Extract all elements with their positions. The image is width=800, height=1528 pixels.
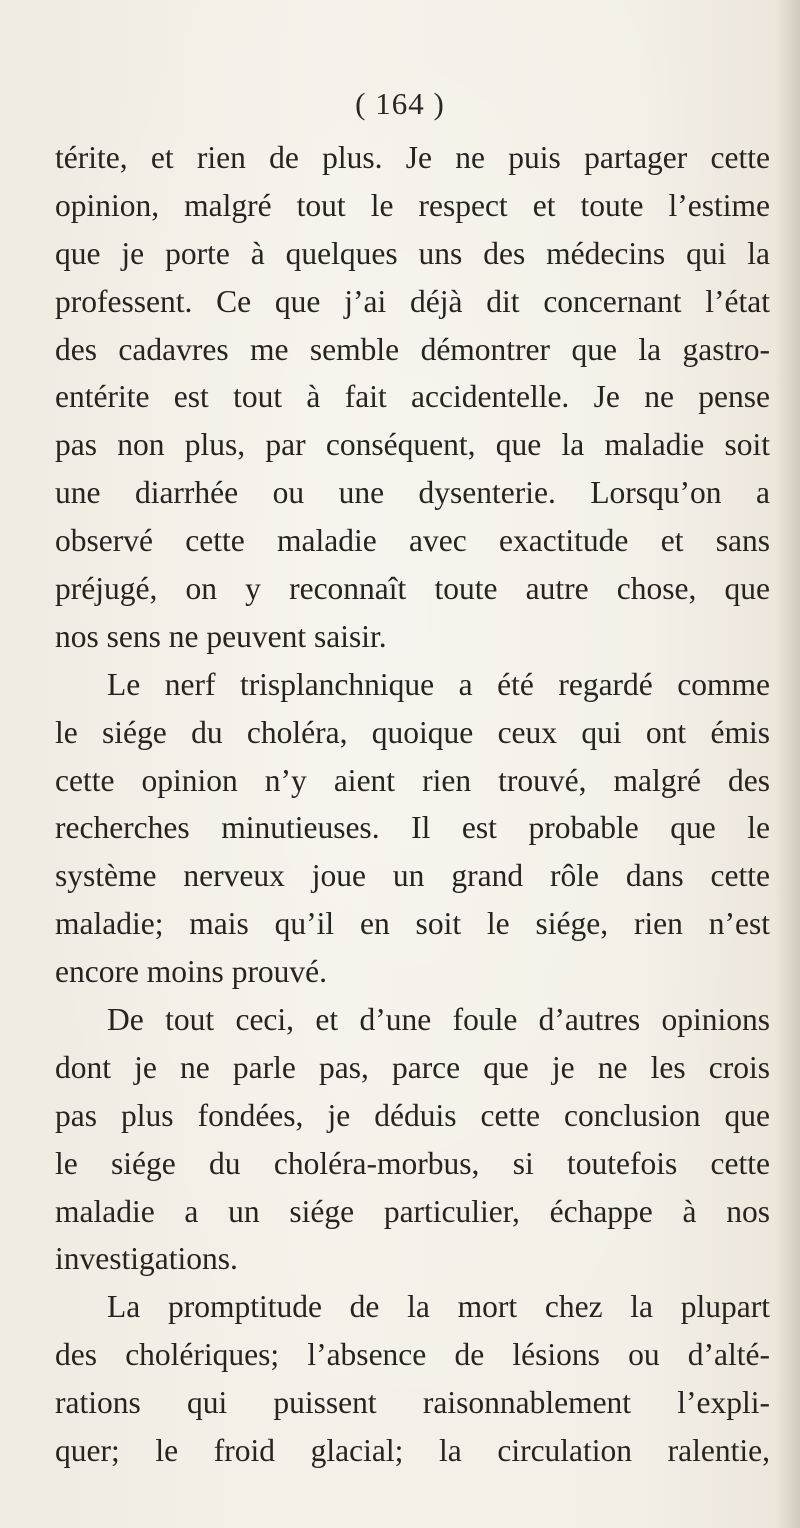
text-line: professent. Ce que j’ai déjà dit concernant l’état: [55, 283, 770, 319]
text-line: Le nerf trisplanchnique a été regardé comme: [107, 666, 770, 702]
text-line: encore moins prouvé.: [55, 954, 328, 990]
text-line: dont je ne parle pas, parce que je ne les crois: [55, 1049, 770, 1085]
page-number: ( 164 ): [355, 86, 445, 121]
text-line: rations qui puissent raisonnablement l’expli-: [55, 1385, 770, 1421]
text-line: nos sens ne peuvent saisir.: [55, 618, 387, 654]
text-line: De tout ceci, et d’une foule d’autres opinions: [107, 1002, 770, 1038]
text-line: térite, et rien de plus. Je ne puis partager cette: [55, 140, 770, 175]
text-line: cette opinion n’y aient rien trouvé, malgré des: [55, 762, 770, 798]
text-line: le siége du choléra, quoique ceux qui ont émis: [55, 714, 770, 750]
text-line: pas non plus, par conséquent, que la maladie soit: [55, 427, 770, 463]
text-line: entérite est tout à fait accidentelle. Je ne pense: [55, 379, 770, 415]
text-line: système nerveux joue un grand rôle dans cette: [55, 858, 770, 894]
text-line: préjugé, on y reconnaît toute autre chose, que: [55, 571, 770, 607]
text-line: La promptitude de la mort chez la plupart: [107, 1289, 770, 1325]
page-edge-shadow: [774, 0, 800, 1528]
text-line: le siége du choléra-morbus, si toutefois cette: [55, 1145, 770, 1181]
text-line: que je porte à quelques uns des médecins qui la: [55, 235, 770, 271]
text-line: opinion, malgré tout le respect et toute l’estime: [55, 187, 770, 223]
text-line: recherches minutieuses. Il est probable que le: [55, 810, 770, 846]
text-line: maladie; mais qu’il en soit le siége, rien n’est: [55, 906, 770, 942]
body-text: [55, 134, 770, 1475]
text-line: pas plus fondées, je déduis cette conclusion que: [55, 1097, 770, 1133]
text-line: des cholériques; l’absence de lésions ou d’alté-: [55, 1337, 770, 1373]
text-line: des cadavres me semble démontrer que la gastro-: [55, 331, 770, 367]
text-line: maladie a un siége particulier, échappe à nos: [55, 1193, 770, 1229]
text-line: investigations.: [55, 1241, 238, 1277]
text-line: quer; le froid glacial; la circulation ralentie,: [55, 1433, 770, 1469]
text-line: une diarrhée ou une dysenterie. Lorsqu’on a: [55, 475, 770, 511]
text-line: observé cette maladie avec exactitude et sans: [55, 523, 770, 559]
